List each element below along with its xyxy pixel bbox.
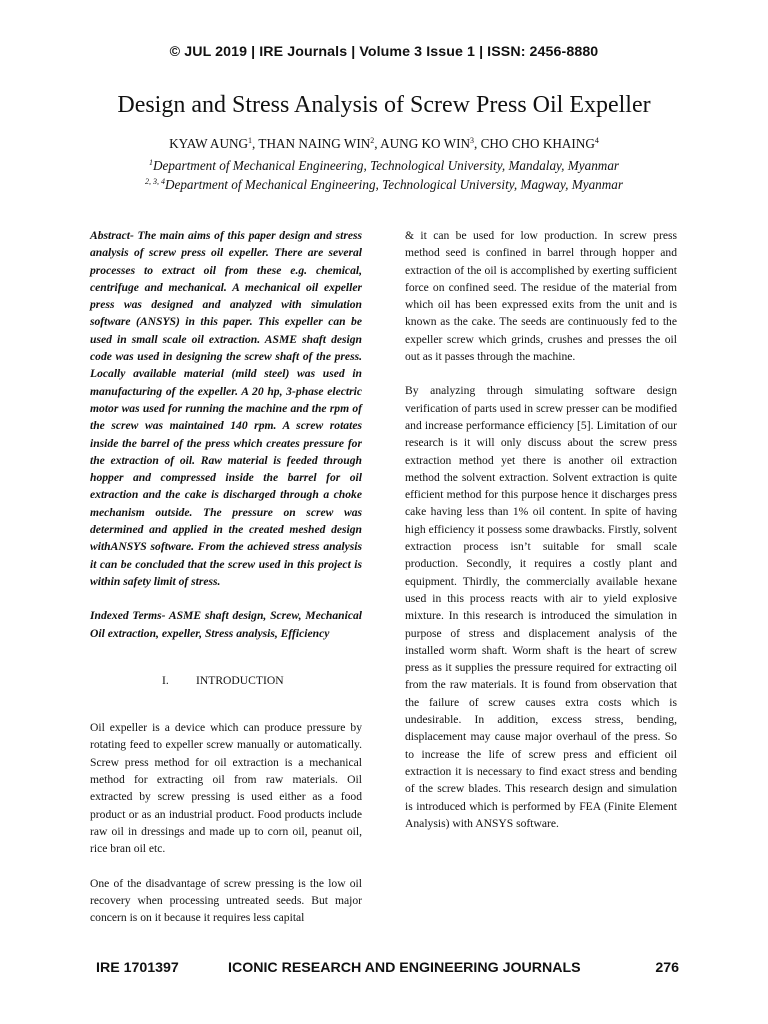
author-name: THAN NAING WIN bbox=[258, 136, 371, 151]
section-heading bbox=[90, 672, 362, 689]
left-column bbox=[90, 227, 362, 926]
author-name: KYAW AUNG bbox=[169, 136, 249, 151]
body-paragraph: Oil expeller is a device which can produce pressure by rotating feed to expeller screw manually or automatically. Screw press method for oil extraction is a mechanical method for extracting oil from raw materials. Oil extracted by screw pressing is used either as a food product or as an industrial product. Food products include raw oil in dressings and made up to corn oil, peanut oil, rice bran oil etc. bbox=[90, 721, 362, 856]
author-sup: 1 bbox=[248, 136, 253, 145]
paper-title: Design and Stress Analysis of Screw Press Oil Expeller bbox=[117, 92, 651, 118]
affiliation-sup: 2, 3, 4 bbox=[144, 177, 165, 186]
author-sup: 4 bbox=[594, 136, 599, 145]
affiliation bbox=[0, 177, 768, 193]
footer-page-number: 276 bbox=[655, 960, 679, 976]
body-paragraph: & it can be used for low production. In screw press method seed is confined in barrel through hopper and extraction of the oil is accomplished by exerting sufficient force on confined seed. The residue of the material from which oil has been expressed exits from the unit and is known as the cake. The seeds are continuously fed to the expeller screw which grinds, crushes and presses the oil out as it passes through the machine. bbox=[405, 229, 677, 364]
author-list: KYAW AUNG$^1$, THAN NAING WIN$^2$, AUNG KO WIN$^3$, CHO CHO KHAING$^4$ bbox=[169, 136, 599, 151]
affiliation-text: Department of Mechanical Engineering, Technological University, Magway, Myanmar bbox=[164, 177, 624, 192]
affiliation-text: Department of Mechanical Engineering, Technological University, Mandalay, Myanmar bbox=[152, 158, 620, 173]
author-sup: 2 bbox=[370, 136, 375, 145]
author-name: AUNG KO WIN bbox=[380, 136, 470, 151]
footer-journal-name: ICONIC RESEARCH AND ENGINEERING JOURNALS bbox=[228, 960, 581, 976]
body-paragraph: By analyzing through simulating software design verification of parts used in screw presser can be modified and increase performance efficiency [5]. Limitation of our research is it will only discuss about the screw press extraction method yet there is another oil extraction method the solvent extraction. Solvent extraction is quite efficient method for this purpose hence it discharges press cake having less than 1% oil content. In spite of having high efficiency it possess some drawbacks. Firstly, solvent extraction process isn’t suitable for small scale production. Secondly, it requires a costly plant and equipment. Thirdly, the commercially available hexane used in this process reacts with air to yield explosive mixture. In this research is introduced the simulation in purpose of stress and displacement analysis of the installed worm shaft. Worm shaft is the heart of screw press as it supplies the pressure required for extracting oil from the raw materials. It is found from observation that the failure of screw causes extra costs which is undesirable. In addition, excess stress, bending, displacement may cause major overhaul of the press. So to increase the life of screw press and efficient oil extraction it is necessary to find exact stress and bending of the screw blades. This research design and simulation is introduced which is performed by FEA (Finite Element Analysis) with ANSYS software. bbox=[405, 384, 677, 830]
affiliation-sup: 1 bbox=[148, 158, 153, 167]
section-number: I. bbox=[162, 673, 169, 687]
footer-paper-id: IRE 1701397 bbox=[96, 960, 179, 976]
journal-header: © JUL 2019 | IRE Journals | Volume 3 Issue 1 | ISSN: 2456-8880 bbox=[169, 44, 599, 60]
body-paragraph: One of the disadvantage of screw pressing is the low oil recovery when processing untreated seeds. But major concern is on it because it requires less capital bbox=[90, 876, 362, 925]
author-name: CHO CHO KHAING bbox=[480, 136, 595, 151]
affiliation bbox=[0, 158, 768, 174]
author-sup: 3 bbox=[469, 136, 474, 145]
index-terms: Indexed Terms- ASME shaft design, Screw, Mechanical Oil extraction, expeller, Stress analysis, Efficiency bbox=[90, 609, 362, 640]
section-title: INTRODUCTION bbox=[196, 673, 284, 687]
abstract: Abstract- The main aims of this paper design and stress analysis of screw press oil expeller. There are several processes to extract oil from these e.g. chemical, centrifuge and mechanical. A mechanical oil expeller press was designed and analyzed with simulation software (ANSYS) in this paper. This expeller can be used in small scale oil extraction. ASME shaft design code was used in designing the screw shaft of the press. Locally available material (mild steel) was used in manufacturing of the expeller. A 20 hp, 3-phase electric motor was used for running the machine and the rpm of the screw was maintained 140 rpm. A screw rotates inside the barrel of the press which creates pressure for the extraction of oil. Raw material is feeded through hopper and compressed inside the barrel for oil extraction and the cake is discharged through a choke mechanism outside. The pressure on screw was determined and applied in the created meshed design withANSYS software. From the achieved stress analysis it can be concluded that the screw used in this project is within safety limit of stress. bbox=[90, 229, 362, 588]
right-column bbox=[405, 227, 677, 832]
